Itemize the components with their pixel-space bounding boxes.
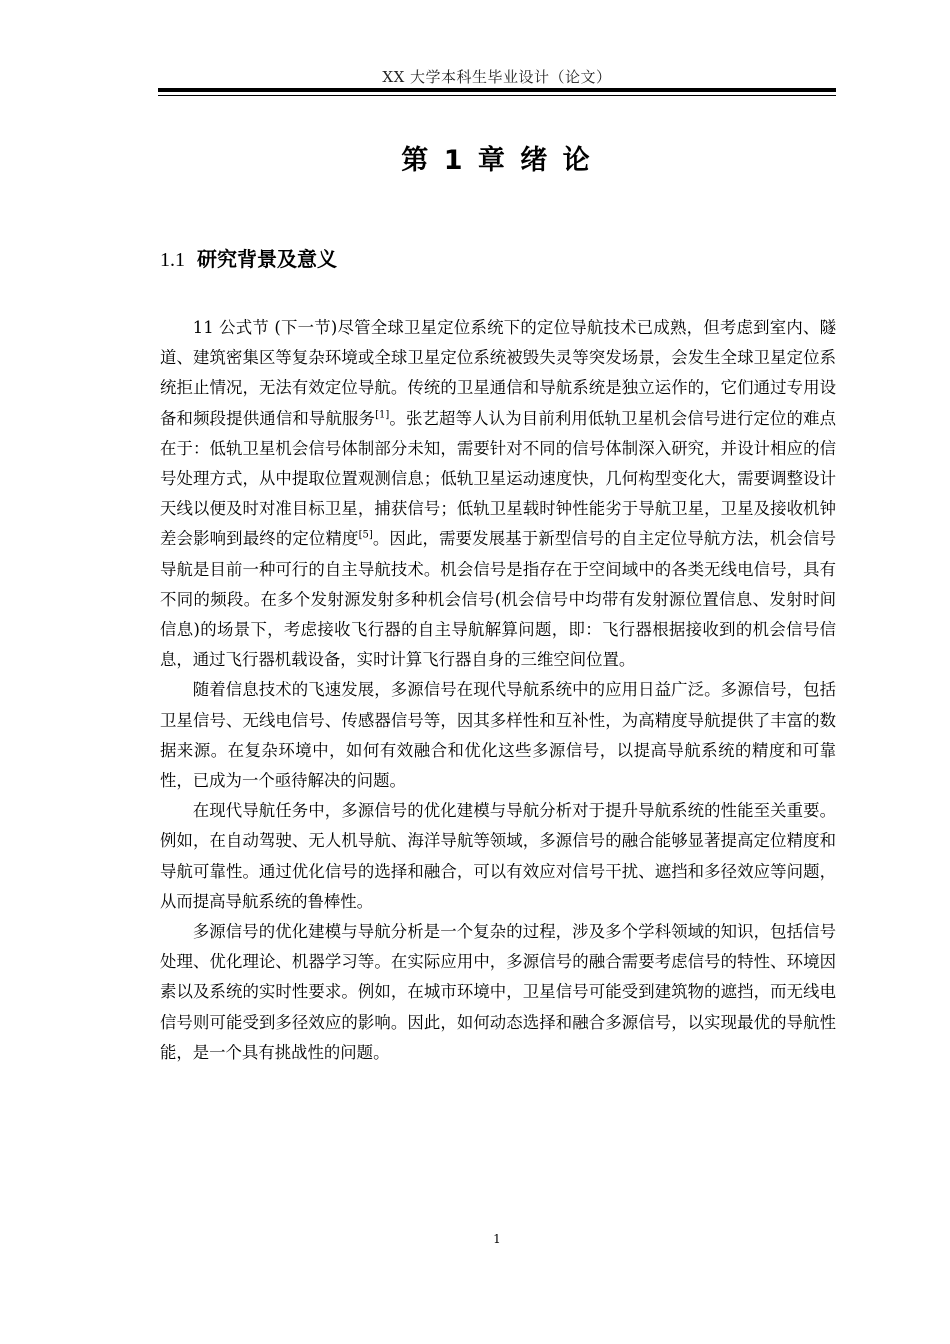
header-rule-thin (158, 95, 836, 96)
paragraph-1 (160, 313, 836, 675)
page-header: XX 大学本科生毕业设计（论文） (382, 68, 612, 86)
paragraph-1-part-1: 11 公式节 (下一节)尽管全球卫星定位系统下的定位导航技术已成熟，但考虑到室内、隧道、建筑密集区等复杂环境或全球卫星定位系统被毁失灵等突发场景，会发生全球卫星定位系统拒止情况，无法有效定位导航。传统的卫星通信和导航系统是独立运作的，它们通过专用设备和频段提供通信和导航服务 (160, 318, 836, 428)
paragraph-2: 随着信息技术的飞速发展，多源信号在现代导航系统中的应用日益广泛。多源信号，包括卫星信号、无线电信号、传感器信号等，因其多样性和互补性，为高精度导航提供了丰富的数据来源。在复杂环境中，如何有效融合和优化这些多源信号，以提高导航系统的精度和可靠性，已成为一个亟待解决的问题。 (160, 680, 836, 791)
section-title: 研究背景及意义 (197, 247, 337, 271)
citation-5: [5] (358, 529, 373, 541)
chapter-title: 第 1 章 绪 论 (401, 145, 593, 176)
page-number: 1 (493, 1232, 501, 1246)
paragraph-1-part-2: 。张艺超等人认为目前利用低轨卫星机会信号进行定位的难点在于：低轨卫星机会信号体制部分未知，需要针对不同的信号体制深入研究，并设计相应的信号处理方式，从中提取位置观测信息；低轨卫星运动速度快，几何构型变化大，需要调整设计天线以便及时对准目标卫星，捕获信号；低轨卫星载时钟性能劣于导航卫星，卫星及接收机钟差会影响到最终的定位精度 (160, 408, 836, 549)
section-number: 1.1 (160, 249, 185, 271)
paragraph-4: 多源信号的优化建模与导航分析是一个复杂的过程，涉及多个学科领域的知识，包括信号处理、优化理论、机器学习等。在实际应用中，多源信号的融合需要考虑信号的特性、环境因素以及系统的实时性要求。例如，在城市环境中，卫星信号可能受到建筑物的遮挡，而无线电信号则可能受到多径效应的影响。因此，如何动态选择和融合多源信号，以实现最优的导航性能，是一个具有挑战性的问题。 (160, 922, 836, 1062)
citation-1: [1] (375, 409, 390, 421)
paragraph-1-part-3: 。因此，需要发展基于新型信号的自主定位导航方法，机会信号导航是目前一种可行的自主导航技术。机会信号是指存在于空间域中的各类无线电信号，具有不同的频段。在多个发射源发射多种机会信号(机会信号中均带有发射源位置信息、发射时间信息)的场景下，考虑接收飞行器的自主导航解算问题，即：飞行器根据接收到的机会信号信息，通过飞行器机载设备，实时计算飞行器自身的三维空间位置。 (160, 529, 837, 670)
body-text (160, 313, 836, 1068)
paragraph-3: 在现代导航任务中，多源信号的优化建模与导航分析对于提升导航系统的性能至关重要。例如，在自动驾驶、无人机导航、海洋导航等领域，多源信号的融合能够显著提高定位精度和导航可靠性。通过优化信号的选择和融合，可以有效应对信号干扰、遮挡和多径效应等问题，从而提高导航系统的鲁棒性。 (160, 801, 836, 911)
header-rule-thick (158, 88, 836, 92)
section-heading (160, 243, 337, 272)
